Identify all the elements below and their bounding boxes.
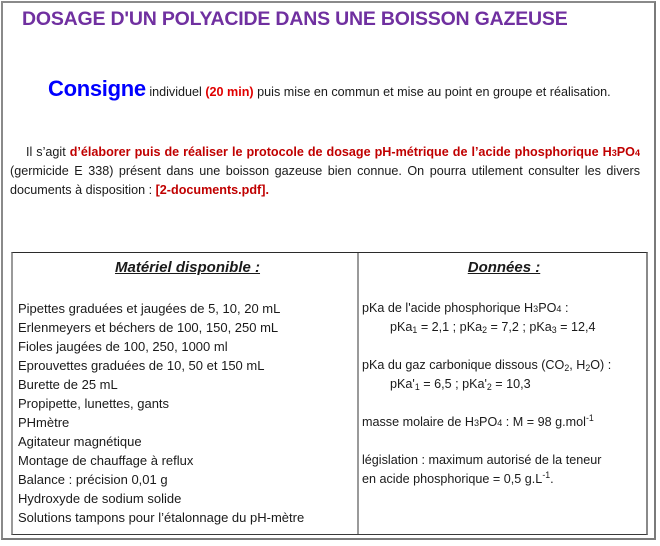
legislation-line-2: en acide phosphorique = 0,5 $g.L^{-1}$. xyxy=(362,470,554,486)
materiel-item: Burette de 25 mL xyxy=(18,377,118,392)
materiel-item: Erlenmeyers et béchers de 100, 150, 250 mL xyxy=(18,320,279,335)
consigne-duration: (20 min) xyxy=(205,85,254,99)
materiel-item: Fioles jaugées de 100, 250, 1000 ml xyxy=(18,339,228,354)
pka-acid-label: pKa de l'acide phosphorique H3PO4 : xyxy=(362,301,569,315)
intro-lead: Il s’agit xyxy=(26,145,70,159)
materiel-heading: Matériel disponible : xyxy=(114,259,261,276)
materiel-item: Balance : précision 0,01 g xyxy=(18,472,168,487)
materiel-item: Pipettes graduées et jaugées de 5, 10, 20 mL xyxy=(18,301,281,316)
materiel-item: Eprouvettes graduées de 10, 50 et 150 mL xyxy=(18,358,265,373)
formula-h3po4: H3PO4 xyxy=(602,145,640,159)
pka-co2-label: pKa du gaz carbonique dissous ($CO_2$, $H_2O$) : xyxy=(362,358,612,373)
consigne-text-after: puis mise en commun et mise au point en groupe et réalisation. xyxy=(253,85,611,99)
donnees-list xyxy=(362,299,646,489)
consigne-paragraph xyxy=(10,78,640,103)
materiel-item: Agitateur magnétique xyxy=(18,434,142,449)
materiel-list xyxy=(18,299,357,527)
consigne-heading: Consigne xyxy=(48,76,146,101)
pka-acid-values: pKa$_1$ = 2,1 ; pKa$_2$ = 7,2 ; pKa$_3$ = 12,4 xyxy=(390,320,596,335)
donnees-heading: Données : xyxy=(467,259,541,276)
intro-middle: (germicide E 338) présent dans une boisson gazeuse bien connue. On pourra utilement consulter les divers documents à disposition : xyxy=(10,164,640,197)
documents-link[interactable]: [2-documents.pdf]. xyxy=(155,183,269,197)
materiel-item: Solutions tampons pour l’étalonnage du pH-mètre xyxy=(18,510,305,525)
pka-co2-values: $pKa'_1 = 6,5$ ; $pKa'_2 = 10,3$ xyxy=(390,377,531,392)
legislation-line-1: législation : maximum autorisé de la teneur xyxy=(362,453,602,467)
materiel-item: Montage de chauffage à reflux xyxy=(18,453,194,468)
molar-mass: masse molaire de H3PO4 : M = 98 g.mol$^{-1}$ xyxy=(362,413,594,429)
donnees-column xyxy=(359,253,646,534)
materiel-item: Hydroxyde de sodium solide xyxy=(18,491,182,506)
materiel-item: Propipette, lunettes, gants xyxy=(18,396,170,411)
intro-paragraph xyxy=(10,143,640,200)
consigne-text-before: individuel xyxy=(145,85,206,99)
info-table xyxy=(11,252,648,535)
materiel-column xyxy=(13,253,359,534)
intro-highlight: d’élaborer puis de réaliser le protocole de dosage pH-métrique de l’acide phosphorique xyxy=(69,145,599,159)
document-title: DOSAGE D'UN POLYACIDE DANS UNE BOISSON GAZEUSE xyxy=(22,8,568,30)
materiel-item: PHmètre xyxy=(18,415,70,430)
